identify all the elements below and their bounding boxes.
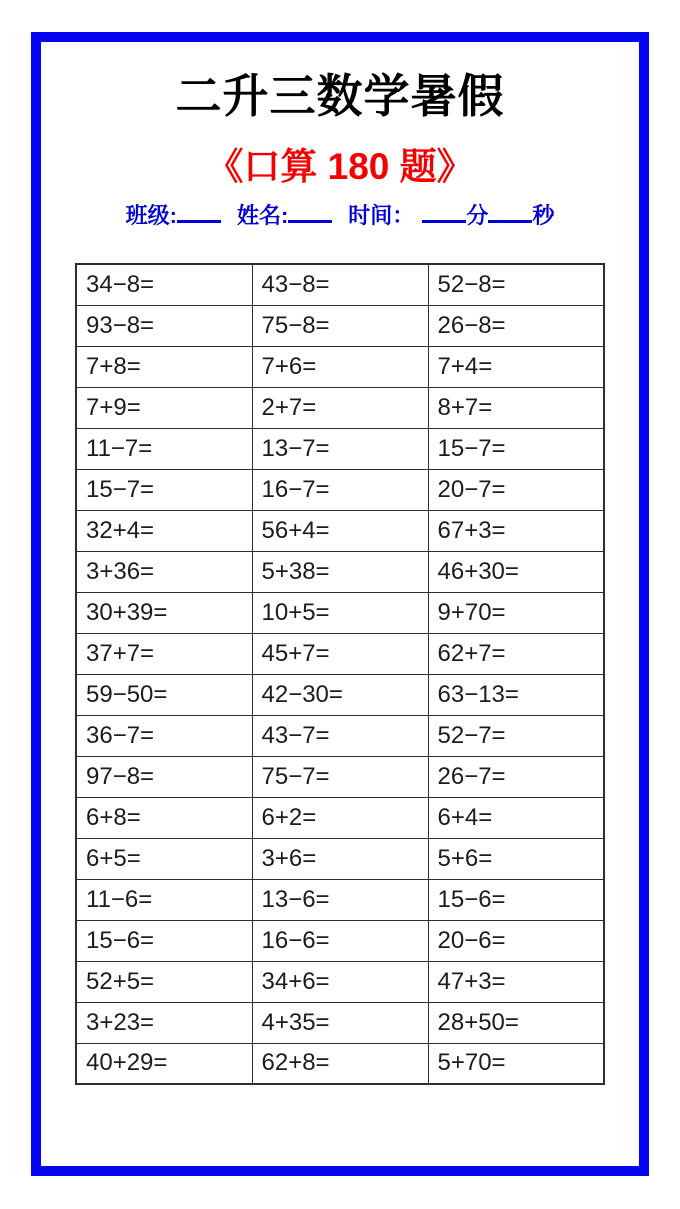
problems-table [75, 263, 605, 1085]
problem-cell: 8+7= [428, 387, 604, 428]
name-label: 姓名: [236, 203, 289, 228]
problem-cell: 7+6= [252, 346, 428, 387]
problem-cell: 6+8= [76, 797, 252, 838]
problem-row [76, 879, 604, 920]
problem-row [76, 674, 604, 715]
problem-cell: 52+5= [76, 961, 252, 1002]
problem-cell: 46+30= [428, 551, 604, 592]
problem-row [76, 633, 604, 674]
problem-row [76, 920, 604, 961]
problem-cell: 67+3= [428, 510, 604, 551]
problem-row [76, 838, 604, 879]
problem-cell: 52−7= [428, 715, 604, 756]
problem-row [76, 961, 604, 1002]
problem-cell: 3+6= [252, 838, 428, 879]
problem-cell: 15−6= [428, 879, 604, 920]
problem-row [76, 551, 604, 592]
problem-cell: 36−7= [76, 715, 252, 756]
problem-cell: 7+8= [76, 346, 252, 387]
problem-cell: 28+50= [428, 1002, 604, 1043]
problem-cell: 5+38= [252, 551, 428, 592]
class-blank-line [177, 203, 221, 223]
problem-cell: 3+23= [76, 1002, 252, 1043]
problem-cell: 11−6= [76, 879, 252, 920]
problems-table-body [76, 264, 604, 1084]
problem-cell: 15−6= [76, 920, 252, 961]
seconds-blank-line [488, 203, 532, 223]
problem-row [76, 305, 604, 346]
problem-cell: 26−7= [428, 756, 604, 797]
problem-cell: 75−7= [252, 756, 428, 797]
problem-row [76, 797, 604, 838]
problem-cell: 15−7= [76, 469, 252, 510]
problem-cell: 32+4= [76, 510, 252, 551]
problem-cell: 6+4= [428, 797, 604, 838]
problem-cell: 13−7= [252, 428, 428, 469]
problem-cell: 75−8= [252, 305, 428, 346]
problem-cell: 62+7= [428, 633, 604, 674]
problem-cell: 47+3= [428, 961, 604, 1002]
problem-cell: 5+70= [428, 1043, 604, 1084]
problem-row [76, 715, 604, 756]
problem-row [76, 264, 604, 305]
problem-cell: 63−13= [428, 674, 604, 715]
problem-cell: 43−8= [252, 264, 428, 305]
time-label: 时间： [348, 203, 415, 228]
problem-cell: 3+36= [76, 551, 252, 592]
problem-cell: 10+5= [252, 592, 428, 633]
name-blank-line [288, 203, 332, 223]
minutes-blank-line [422, 203, 466, 223]
problem-cell: 9+70= [428, 592, 604, 633]
page-subtitle: 《口算 180 题》 [206, 146, 474, 187]
problem-cell: 13−6= [252, 879, 428, 920]
problem-row [76, 346, 604, 387]
problem-cell: 37+7= [76, 633, 252, 674]
problem-cell: 16−7= [252, 469, 428, 510]
problem-cell: 2+7= [252, 387, 428, 428]
problem-cell: 42−30= [252, 674, 428, 715]
problem-row [76, 469, 604, 510]
problem-cell: 7+4= [428, 346, 604, 387]
problem-cell: 30+39= [76, 592, 252, 633]
problem-cell: 56+4= [252, 510, 428, 551]
minutes-label: 分 [466, 203, 489, 228]
problem-row [76, 387, 604, 428]
class-label: 班级: [125, 203, 177, 228]
problem-row [76, 1043, 604, 1084]
problem-cell: 93−8= [76, 305, 252, 346]
student-info-line [0, 201, 680, 231]
problem-cell: 4+35= [252, 1002, 428, 1043]
problem-row [76, 428, 604, 469]
seconds-label: 秒 [532, 203, 555, 228]
problem-cell: 15−7= [428, 428, 604, 469]
problem-cell: 34+6= [252, 961, 428, 1002]
problem-cell: 20−6= [428, 920, 604, 961]
problem-row [76, 510, 604, 551]
problem-cell: 16−6= [252, 920, 428, 961]
problem-cell: 26−8= [428, 305, 604, 346]
problem-cell: 59−50= [76, 674, 252, 715]
problem-cell: 20−7= [428, 469, 604, 510]
problem-cell: 97−8= [76, 756, 252, 797]
problem-cell: 5+6= [428, 838, 604, 879]
problem-cell: 43−7= [252, 715, 428, 756]
problem-row [76, 592, 604, 633]
problem-cell: 62+8= [252, 1043, 428, 1084]
problem-cell: 6+2= [252, 797, 428, 838]
problem-cell: 52−8= [428, 264, 604, 305]
problem-cell: 11−7= [76, 428, 252, 469]
problem-row [76, 756, 604, 797]
problem-row [76, 1002, 604, 1043]
problem-cell: 6+5= [76, 838, 252, 879]
page-title: 二升三数学暑假 [175, 70, 505, 122]
problem-cell: 40+29= [76, 1043, 252, 1084]
problem-cell: 7+9= [76, 387, 252, 428]
problem-cell: 45+7= [252, 633, 428, 674]
problem-cell: 34−8= [76, 264, 252, 305]
